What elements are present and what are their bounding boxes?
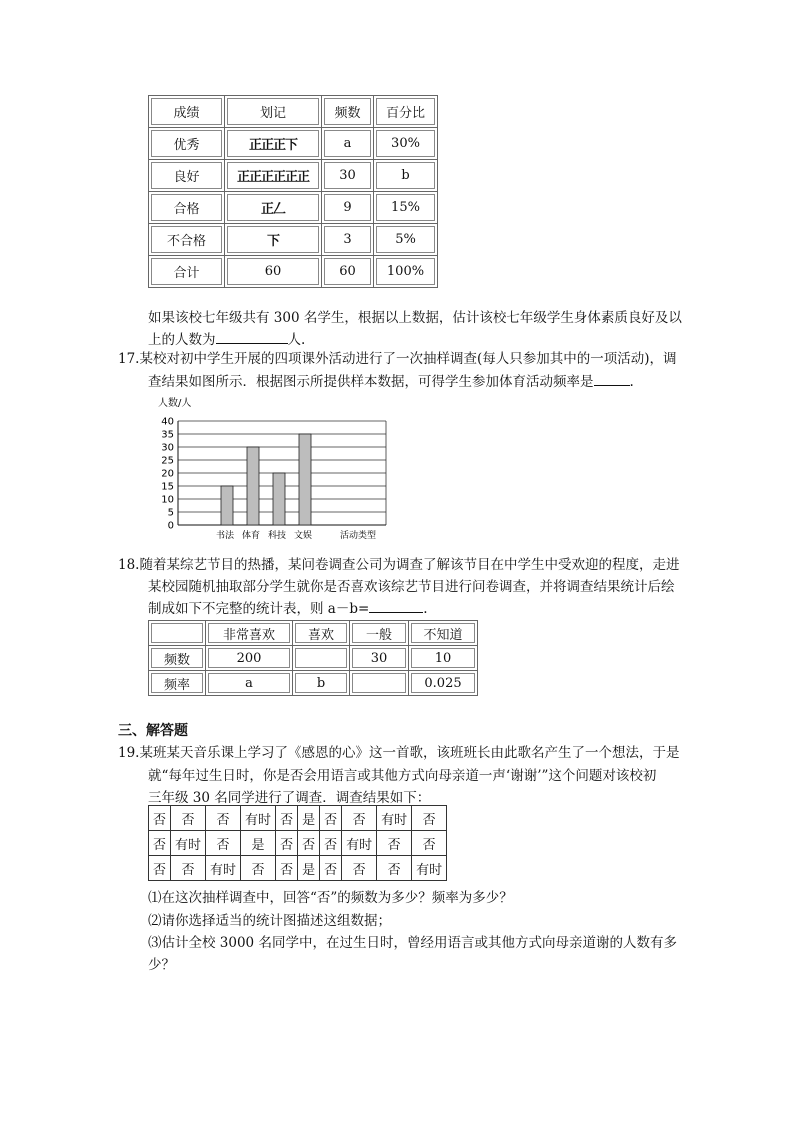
table-cell: a	[322, 128, 374, 160]
survey-result-table	[148, 805, 447, 881]
section-heading: 三、解答题	[118, 723, 188, 739]
table-cell: 否	[241, 856, 276, 881]
table-row	[149, 671, 478, 696]
activity-bar-chart	[140, 390, 400, 548]
table-row	[149, 856, 447, 881]
text-fragment: 上的人数为	[148, 332, 216, 348]
table-cell: 60	[322, 256, 374, 288]
table-row	[149, 256, 438, 288]
answer-blank	[594, 371, 630, 386]
table-cell: 不合格	[149, 224, 225, 256]
text-fragment: .	[423, 601, 428, 617]
q16-text-line	[148, 328, 305, 348]
table-cell: 30%	[374, 128, 438, 160]
table-cell	[293, 646, 350, 671]
q19-sub-question: ⑴在这次抽样调查中，回答“否”的频数为多少？频率为多少？	[148, 890, 513, 906]
table-cell: 一般	[350, 621, 409, 646]
y-tick-label: 5	[167, 507, 174, 519]
y-tick-label: 35	[161, 429, 174, 441]
table-cell: 100%	[374, 256, 438, 288]
survey-table	[148, 620, 478, 696]
tally-cell: 正正正正正正	[225, 160, 322, 192]
table-cell: 否	[276, 856, 298, 881]
table-row	[149, 128, 438, 160]
table-cell: 否	[171, 856, 206, 881]
table-row	[149, 831, 447, 856]
tally-cell: 下	[225, 224, 322, 256]
table-cell: 30	[322, 160, 374, 192]
table-cell: 良好	[149, 160, 225, 192]
q19-sub-question: ⑶估计全校 3000 名同学中，在过生日时，曾经用语言或其他方式向母亲道谢的人数有多	[148, 935, 677, 951]
y-tick-label: 0	[167, 520, 174, 532]
table-cell: 否	[206, 806, 241, 831]
q19-sub-question: ⑵请你选择适当的统计图描述这组数据；	[148, 913, 391, 929]
text-fragment: 制成如下不完整的统计表，则 a－b=	[148, 601, 370, 617]
table-cell: 不知道	[409, 621, 478, 646]
x-tick-label: 文娱	[293, 531, 313, 541]
tally-cell: 正正正下	[225, 128, 322, 160]
table-cell: 否	[171, 806, 206, 831]
table-cell: 喜欢	[293, 621, 350, 646]
answer-blank	[216, 329, 288, 344]
table-cell: 否	[342, 856, 377, 881]
table-cell: 否	[320, 856, 342, 881]
q16-text-line: 如果该校七年级共有 300 名学生，根据以上数据，估计该校七年级学生身体素质良好及以	[148, 310, 682, 326]
table-cell: 否	[276, 806, 298, 831]
table-cell: 3	[322, 224, 374, 256]
x-tick-label: 科技	[267, 531, 287, 541]
y-tick-label: 25	[161, 455, 174, 467]
y-tick-label: 30	[161, 442, 174, 454]
text-fragment: .	[629, 374, 634, 390]
q18-text-line: 某校园随机抽取部分学生就你是否喜欢该综艺节目进行问卷调查，并将调查结果统计后绘	[148, 579, 675, 595]
table-cell: 否	[149, 856, 171, 881]
table-cell: 15%	[374, 192, 438, 224]
table-cell: 否	[412, 831, 447, 856]
table-cell: 10	[409, 646, 478, 671]
table-cell: 200	[206, 646, 293, 671]
bar	[247, 447, 259, 525]
table-cell: 否	[149, 831, 171, 856]
q17-text-line: 17.某校对初中学生开展的四项课外活动进行了一次抽样调查(每人只参加其中的一项活动)，调	[118, 351, 677, 367]
q19-text-line: 就“每年过生日时，你是否会用语言或其他方式向母亲道一声‘谢谢’”这个问题对该校初	[148, 768, 657, 784]
table-cell: 否	[412, 806, 447, 831]
text-fragment: 查结果如图所示．根据图示所提供样本数据，可得学生参加体育活动频率是	[148, 374, 594, 390]
table-cell: 优秀	[149, 128, 225, 160]
y-tick-label: 40	[161, 416, 174, 428]
table-cell: 频数	[322, 96, 374, 128]
table-cell	[149, 621, 206, 646]
x-axis-title: 活动类型	[339, 531, 377, 541]
table-cell: 否	[377, 831, 412, 856]
y-tick-label: 20	[161, 468, 174, 480]
table-cell: 非常喜欢	[206, 621, 293, 646]
table-cell: 30	[350, 646, 409, 671]
table-row	[149, 160, 438, 192]
table-cell: 否	[320, 806, 342, 831]
table-cell: 否	[276, 831, 298, 856]
y-tick-label: 15	[161, 481, 174, 493]
table-cell: 是	[298, 806, 320, 831]
bar	[299, 434, 311, 525]
table-cell: 频数	[149, 646, 206, 671]
tally-cell: 正𠃋	[225, 192, 322, 224]
bar	[221, 486, 233, 525]
text-fragment: 人.	[287, 332, 306, 348]
table-row	[149, 192, 438, 224]
table-cell: 有时	[412, 856, 447, 881]
q19-sub-question: 少？	[148, 957, 175, 973]
table-cell: 有时	[377, 806, 412, 831]
y-axis-title: 人数/人	[158, 398, 192, 409]
table-cell: b	[374, 160, 438, 192]
table-cell: 百分比	[374, 96, 438, 128]
table-row	[149, 224, 438, 256]
table-cell: 60	[225, 256, 322, 288]
answer-blank	[369, 598, 423, 613]
q19-text-line: 19.某班某天音乐课上学习了《感恩的心》这一首歌，该班班长由此歌名产生了一个想法，于是	[118, 745, 680, 761]
table-cell: 5%	[374, 224, 438, 256]
table-cell: 否	[298, 831, 320, 856]
table-header-row	[149, 621, 478, 646]
q18-text-line: 18.随着某综艺节目的热播，某问卷调查公司为调查了解该节目在中学生中受欢迎的程度，走进	[118, 557, 680, 573]
table-cell: a	[206, 671, 293, 696]
table-cell: 划记	[225, 96, 322, 128]
table-cell: 9	[322, 192, 374, 224]
q19-text-line: 三年级 30 名同学进行了调查．调查结果如下：	[148, 790, 431, 806]
x-tick-label: 书法	[215, 531, 235, 541]
table-cell: 成绩	[149, 96, 225, 128]
table-cell: 有时	[342, 831, 377, 856]
table-cell: 否	[342, 806, 377, 831]
table-cell: 频率	[149, 671, 206, 696]
table-cell: 有时	[171, 831, 206, 856]
bar	[273, 473, 285, 525]
y-tick-label: 10	[161, 494, 174, 506]
table-cell: 否	[377, 856, 412, 881]
table-cell: 否	[149, 806, 171, 831]
table-cell: 是	[241, 831, 276, 856]
table-cell	[350, 671, 409, 696]
table-cell: 合计	[149, 256, 225, 288]
x-tick-label: 体育	[241, 531, 261, 541]
table-cell: 否	[206, 831, 241, 856]
table-cell: 否	[320, 831, 342, 856]
table-cell: 合格	[149, 192, 225, 224]
table-cell: 0.025	[409, 671, 478, 696]
table-header-row	[149, 96, 438, 128]
table-cell: 有时	[206, 856, 241, 881]
table-cell: b	[293, 671, 350, 696]
table-cell: 是	[298, 856, 320, 881]
q18-text-line	[148, 597, 428, 617]
q17-text-line	[148, 370, 634, 390]
score-table	[148, 95, 438, 288]
table-row	[149, 806, 447, 831]
table-cell: 有时	[241, 806, 276, 831]
table-row	[149, 646, 478, 671]
